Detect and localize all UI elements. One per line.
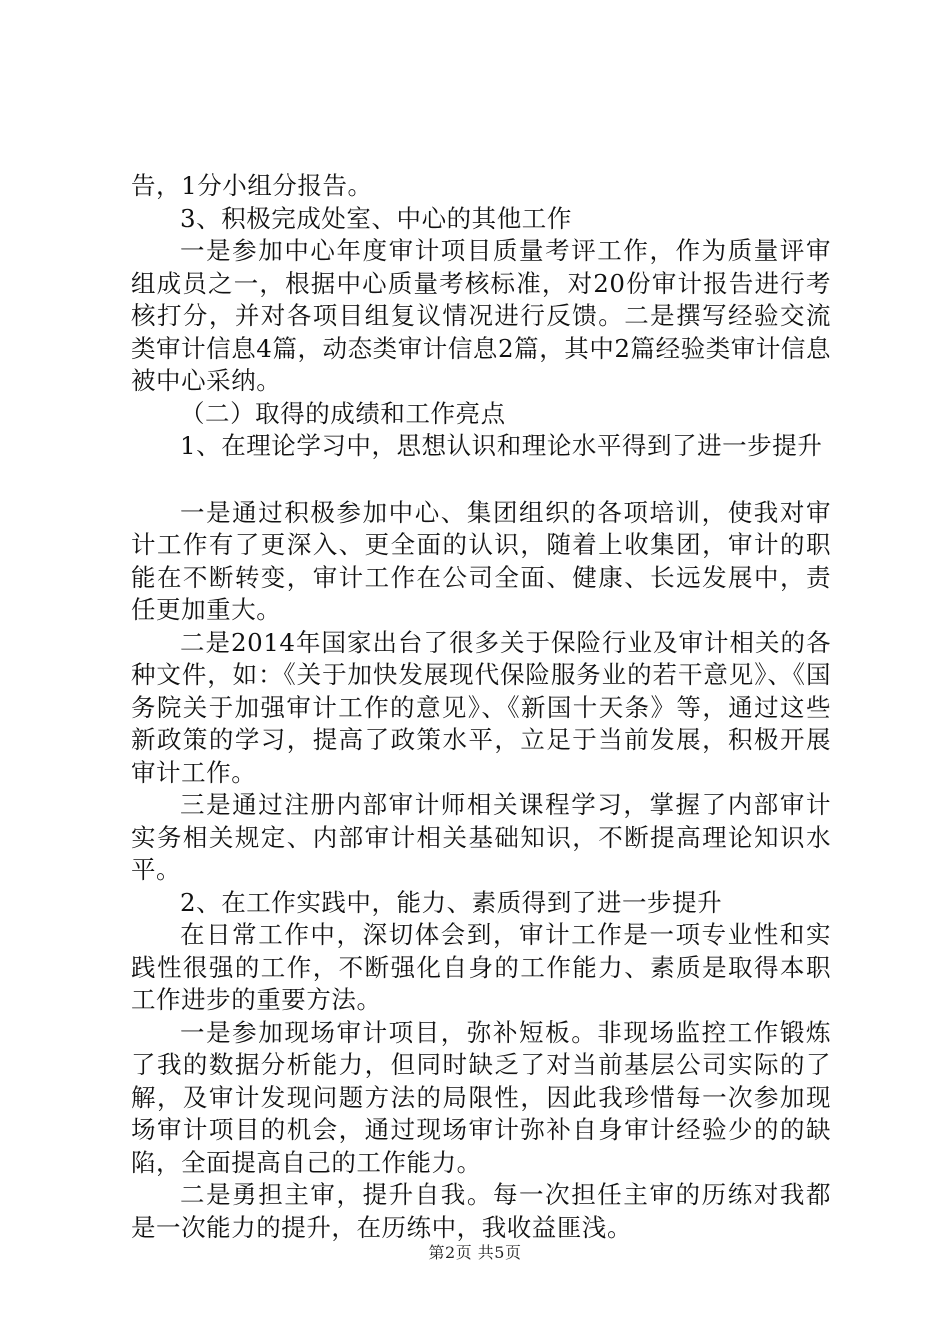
paragraph-onsite-audit: 一是参加现场审计项目，弥补短板。非现场监控工作锻炼了我的数据分析能力，但同时缺乏了对当前基层公司实际的了解，及审计发现问题方法的局限性，因此我珍惜每一次参加现场审计项目的机会，通过现场审计弥补自身审计经验少的的缺陷，全面提高自己的工作能力。 [131, 1017, 831, 1177]
heading-other-work: 3、积极完成处室、中心的其他工作 [180, 203, 572, 233]
paragraph-cia-study: 三是通过注册内部审计师相关课程学习，掌握了内部审计实务相关规定、内部审计相关基础知识，不断提高理论知识水平。 [131, 790, 831, 884]
page-number-footer: 第2页 共5页 [428, 1243, 522, 1262]
heading-work-practice: 2、在工作实践中，能力、素质得到了进一步提升 [180, 887, 723, 917]
heading-theory-study: 1、在理论学习中，思想认识和理论水平得到了进一步提升 [180, 431, 823, 460]
paragraph-training: 一是通过积极参加中心、集团组织的各项培训，使我对审计工作有了更深入、更全面的认识，随着上收集团，审计的职能在不断转变，审计工作在公司全面、健康、长远发展中，责任更加重大。 [131, 497, 831, 624]
paragraph-quality-review: 一是参加中心年度审计项目质量考评工作，作为质量评审组成员之一，根据中心质量考核标准，对20份审计报告进行考核打分，并对各项目组复议情况进行反馈。二是撰写经验交流类审计信息4篇，动态类审计信息2篇，其中2篇经验类审计信息被中心采纳。 [131, 236, 831, 395]
paragraph-daily-work: 在日常工作中，深切体会到，审计工作是一项专业性和实践性很强的工作，不断强化自身的工作能力、素质是取得本职工作进步的重要方法。 [131, 920, 831, 1014]
paragraph-report-tail: 告，1分小组分报告。 [131, 171, 373, 200]
paragraph-lead-auditor: 二是勇担主审，提升自我。每一次担任主审的历练对我都是一次能力的提升，在历练中，我收益匪浅。 [131, 1180, 831, 1242]
document-body [131, 170, 831, 1244]
paragraph-policy-documents: 二是2014年国家出台了很多关于保险行业及审计相关的各种文件，如：《关于加快发展现代保险服务业的若干意见》、《国务院关于加强审计工作的意见》、《新国十天条》等，通过这些新政策的学习，提高了政策水平，立足于当前发展，积极开展审计工作。 [131, 627, 831, 787]
heading-achievements: （二）取得的成绩和工作亮点 [180, 398, 506, 428]
